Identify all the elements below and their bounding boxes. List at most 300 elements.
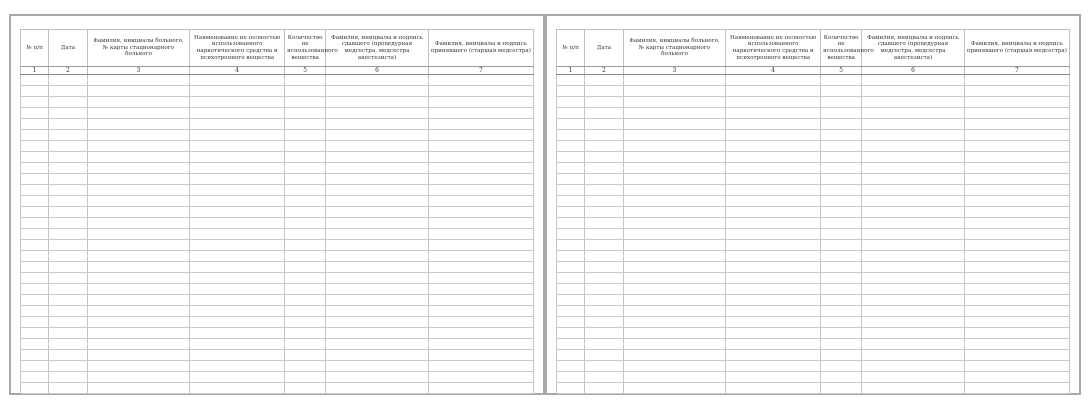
table-row [557, 339, 1070, 350]
empty-cell [21, 317, 49, 328]
empty-cell [557, 207, 585, 218]
empty-cell [585, 229, 623, 240]
header-row-number: № п/п [21, 30, 49, 67]
empty-cell [821, 196, 862, 207]
empty-cell [557, 130, 585, 141]
empty-cell [585, 207, 623, 218]
empty-cell [49, 130, 87, 141]
empty-cell [87, 108, 190, 119]
empty-cell [585, 152, 623, 163]
empty-cell [585, 75, 623, 86]
empty-cell [821, 163, 862, 174]
empty-cell [285, 86, 326, 97]
empty-cell [862, 339, 965, 350]
empty-cell [862, 383, 965, 394]
empty-cell [623, 240, 726, 251]
empty-cell [87, 372, 190, 383]
empty-cell [428, 350, 533, 361]
empty-cell [585, 240, 623, 251]
column-number: 5 [285, 67, 326, 75]
empty-cell [49, 339, 87, 350]
empty-cell [87, 119, 190, 130]
empty-cell [285, 306, 326, 317]
empty-cell [190, 262, 285, 273]
empty-cell [87, 251, 190, 262]
empty-cell [862, 174, 965, 185]
table-row [557, 75, 1070, 86]
empty-cell [821, 350, 862, 361]
empty-cell [726, 372, 821, 383]
empty-cell [285, 163, 326, 174]
empty-cell [862, 185, 965, 196]
empty-cell [585, 317, 623, 328]
empty-cell [49, 152, 87, 163]
empty-cell [326, 97, 429, 108]
empty-cell [21, 273, 49, 284]
empty-cell [821, 141, 862, 152]
empty-cell [87, 75, 190, 86]
empty-cell [557, 229, 585, 240]
empty-cell [557, 163, 585, 174]
empty-cell [821, 328, 862, 339]
empty-cell [190, 229, 285, 240]
empty-cell [585, 339, 623, 350]
empty-cell [326, 119, 429, 130]
empty-cell [190, 339, 285, 350]
empty-cell [49, 295, 87, 306]
empty-cell [21, 207, 49, 218]
table-row [557, 108, 1070, 119]
empty-cell [87, 262, 190, 273]
empty-cell [428, 75, 533, 86]
table-row [557, 207, 1070, 218]
empty-cell [326, 152, 429, 163]
empty-cell [49, 75, 87, 86]
empty-cell [49, 273, 87, 284]
empty-cell [862, 350, 965, 361]
empty-cell [87, 229, 190, 240]
table-row [557, 185, 1070, 196]
empty-cell [428, 295, 533, 306]
empty-cell [326, 75, 429, 86]
empty-cell [821, 361, 862, 372]
table-row [21, 152, 534, 163]
empty-cell [428, 97, 533, 108]
empty-cell [49, 251, 87, 262]
empty-cell [87, 328, 190, 339]
empty-cell [964, 295, 1069, 306]
empty-cell [87, 284, 190, 295]
empty-cell [49, 284, 87, 295]
empty-cell [726, 207, 821, 218]
empty-cell [964, 262, 1069, 273]
empty-cell [623, 196, 726, 207]
empty-cell [326, 306, 429, 317]
empty-cell [87, 152, 190, 163]
empty-cell [623, 273, 726, 284]
empty-cell [585, 108, 623, 119]
empty-cell [428, 196, 533, 207]
empty-cell [21, 141, 49, 152]
empty-cell [862, 97, 965, 108]
header-quantity: Количество не использованного вещества [821, 30, 862, 67]
empty-cell [326, 262, 429, 273]
empty-cell [726, 152, 821, 163]
empty-cell [623, 141, 726, 152]
empty-cell [862, 75, 965, 86]
empty-cell [964, 119, 1069, 130]
journal-table [20, 29, 534, 394]
table-row [21, 174, 534, 185]
empty-cell [821, 262, 862, 273]
empty-cell [726, 163, 821, 174]
empty-cell [49, 97, 87, 108]
table-row [21, 383, 534, 394]
empty-cell [862, 141, 965, 152]
column-number: 3 [623, 67, 726, 75]
empty-cell [326, 240, 429, 251]
empty-cell [190, 86, 285, 97]
empty-cell [87, 317, 190, 328]
empty-cell [821, 273, 862, 284]
column-number: 3 [87, 67, 190, 75]
empty-cell [726, 240, 821, 251]
empty-cell [285, 130, 326, 141]
column-number: 1 [21, 67, 49, 75]
empty-cell [557, 185, 585, 196]
table-row [557, 251, 1070, 262]
empty-cell [557, 97, 585, 108]
empty-cell [428, 361, 533, 372]
empty-cell [557, 306, 585, 317]
empty-cell [821, 295, 862, 306]
empty-cell [49, 317, 87, 328]
empty-cell [821, 174, 862, 185]
empty-cell [428, 317, 533, 328]
empty-cell [87, 350, 190, 361]
empty-cell [623, 108, 726, 119]
empty-cell [428, 218, 533, 229]
empty-cell [964, 229, 1069, 240]
empty-cell [428, 86, 533, 97]
empty-cell [21, 108, 49, 119]
empty-cell [87, 383, 190, 394]
empty-cell [49, 383, 87, 394]
empty-cell [585, 273, 623, 284]
empty-cell [87, 141, 190, 152]
empty-cell [623, 207, 726, 218]
empty-cell [87, 218, 190, 229]
empty-cell [190, 251, 285, 262]
empty-cell [285, 75, 326, 86]
empty-cell [726, 119, 821, 130]
empty-cell [285, 361, 326, 372]
empty-cell [623, 86, 726, 97]
table-row [557, 163, 1070, 174]
empty-cell [585, 185, 623, 196]
empty-cell [964, 328, 1069, 339]
empty-cell [726, 361, 821, 372]
empty-cell [862, 262, 965, 273]
empty-cell [821, 317, 862, 328]
empty-cell [726, 196, 821, 207]
header-received-by: Фамилия, инициалы и подпись принявшего (старшая медсестра) [964, 30, 1069, 67]
empty-cell [585, 163, 623, 174]
table-row [557, 361, 1070, 372]
empty-cell [285, 229, 326, 240]
empty-cell [428, 119, 533, 130]
empty-cell [285, 317, 326, 328]
table-row [557, 350, 1070, 361]
empty-cell [964, 174, 1069, 185]
empty-cell [21, 262, 49, 273]
empty-cell [821, 119, 862, 130]
empty-cell [190, 306, 285, 317]
table-row [21, 328, 534, 339]
empty-cell [557, 152, 585, 163]
empty-cell [964, 130, 1069, 141]
table-row [21, 163, 534, 174]
empty-cell [87, 273, 190, 284]
empty-cell [623, 251, 726, 262]
empty-cell [964, 218, 1069, 229]
table-row [557, 295, 1070, 306]
empty-cell [285, 273, 326, 284]
empty-cell [285, 240, 326, 251]
empty-cell [964, 86, 1069, 97]
empty-cell [821, 372, 862, 383]
empty-cell [21, 306, 49, 317]
empty-cell [821, 86, 862, 97]
empty-cell [190, 273, 285, 284]
empty-cell [726, 262, 821, 273]
empty-cell [862, 273, 965, 284]
empty-cell [726, 251, 821, 262]
empty-cell [862, 372, 965, 383]
empty-cell [21, 361, 49, 372]
empty-cell [862, 207, 965, 218]
empty-cell [585, 372, 623, 383]
header-handed-over-by: Фамилия, инициалы и подпись сдавшего (процедурная медсестра, медсестра анестезиста) [862, 30, 965, 67]
empty-cell [726, 229, 821, 240]
empty-cell [821, 130, 862, 141]
table-row [21, 141, 534, 152]
empty-cell [428, 207, 533, 218]
empty-cell [326, 328, 429, 339]
table-row [557, 152, 1070, 163]
empty-cell [557, 196, 585, 207]
empty-cell [623, 262, 726, 273]
empty-cell [726, 350, 821, 361]
empty-cell [726, 97, 821, 108]
table-row [557, 86, 1070, 97]
empty-cell [726, 130, 821, 141]
empty-cell [326, 141, 429, 152]
empty-cell [87, 86, 190, 97]
empty-cell [49, 229, 87, 240]
empty-cell [428, 372, 533, 383]
empty-cell [862, 328, 965, 339]
empty-cell [623, 229, 726, 240]
empty-cell [49, 361, 87, 372]
empty-cell [726, 295, 821, 306]
empty-cell [623, 119, 726, 130]
empty-cell [21, 284, 49, 295]
empty-cell [623, 383, 726, 394]
empty-cell [862, 240, 965, 251]
empty-cell [964, 75, 1069, 86]
empty-cell [428, 383, 533, 394]
table-row [557, 218, 1070, 229]
empty-cell [964, 339, 1069, 350]
empty-cell [821, 108, 862, 119]
empty-cell [87, 295, 190, 306]
empty-cell [726, 317, 821, 328]
empty-cell [726, 284, 821, 295]
empty-cell [821, 306, 862, 317]
empty-cell [585, 284, 623, 295]
empty-cell [190, 141, 285, 152]
empty-cell [190, 97, 285, 108]
empty-cell [726, 306, 821, 317]
table-row [21, 339, 534, 350]
empty-cell [285, 251, 326, 262]
header-received-by: Фамилия, инициалы и подпись принявшего (старшая медсестра) [428, 30, 533, 67]
empty-cell [285, 141, 326, 152]
empty-cell [428, 185, 533, 196]
empty-cell [726, 75, 821, 86]
empty-cell [326, 163, 429, 174]
empty-cell [964, 383, 1069, 394]
empty-cell [285, 174, 326, 185]
empty-cell [21, 174, 49, 185]
empty-cell [21, 350, 49, 361]
empty-cell [87, 339, 190, 350]
empty-cell [190, 207, 285, 218]
empty-cell [87, 163, 190, 174]
empty-cell [285, 97, 326, 108]
empty-cell [623, 361, 726, 372]
empty-cell [862, 251, 965, 262]
empty-cell [623, 75, 726, 86]
empty-cell [726, 86, 821, 97]
empty-cell [21, 163, 49, 174]
empty-cell [285, 207, 326, 218]
empty-cell [190, 240, 285, 251]
header-handed-over-by: Фамилия, инициалы и подпись сдавшего (процедурная медсестра, медсестра анестезиста) [326, 30, 429, 67]
empty-cell [49, 185, 87, 196]
empty-cell [190, 174, 285, 185]
empty-cell [190, 383, 285, 394]
empty-cell [285, 152, 326, 163]
table-row [557, 273, 1070, 284]
empty-cell [49, 86, 87, 97]
empty-cell [190, 196, 285, 207]
table-row [21, 130, 534, 141]
empty-cell [862, 306, 965, 317]
empty-cell [623, 174, 726, 185]
empty-cell [87, 185, 190, 196]
empty-cell [623, 306, 726, 317]
empty-cell [49, 262, 87, 273]
empty-cell [726, 328, 821, 339]
empty-cell [585, 262, 623, 273]
table-row [557, 372, 1070, 383]
table-row [21, 372, 534, 383]
empty-cell [585, 97, 623, 108]
empty-cell [726, 141, 821, 152]
empty-cell [623, 152, 726, 163]
empty-cell [190, 152, 285, 163]
table-row [21, 229, 534, 240]
column-number: 5 [821, 67, 862, 75]
empty-cell [21, 339, 49, 350]
empty-cell [964, 273, 1069, 284]
empty-cell [428, 284, 533, 295]
empty-cell [190, 108, 285, 119]
empty-cell [326, 383, 429, 394]
empty-cell [21, 185, 49, 196]
empty-cell [326, 295, 429, 306]
empty-cell [87, 306, 190, 317]
empty-cell [557, 383, 585, 394]
empty-cell [862, 130, 965, 141]
column-number: 6 [862, 67, 965, 75]
empty-cell [585, 295, 623, 306]
journal-table [556, 29, 1070, 394]
empty-cell [190, 328, 285, 339]
header-quantity: Количество не использованного вещества [285, 30, 326, 67]
empty-cell [821, 229, 862, 240]
empty-cell [964, 350, 1069, 361]
column-number: 7 [964, 67, 1069, 75]
table-row [21, 119, 534, 130]
empty-cell [557, 361, 585, 372]
table-row [21, 75, 534, 86]
table-row [557, 119, 1070, 130]
empty-cell [285, 295, 326, 306]
empty-cell [585, 141, 623, 152]
empty-cell [428, 163, 533, 174]
empty-cell [326, 339, 429, 350]
empty-cell [862, 163, 965, 174]
empty-cell [964, 361, 1069, 372]
empty-cell [821, 152, 862, 163]
empty-cell [190, 130, 285, 141]
empty-cell [326, 130, 429, 141]
column-number: 7 [428, 67, 533, 75]
empty-cell [585, 383, 623, 394]
empty-cell [585, 306, 623, 317]
empty-cell [623, 339, 726, 350]
table-row [21, 185, 534, 196]
empty-cell [49, 350, 87, 361]
empty-cell [964, 152, 1069, 163]
empty-cell [964, 185, 1069, 196]
empty-cell [862, 295, 965, 306]
header-substance-name: Наименование не полностью использованного наркотического средства и психотропного вещества [726, 30, 821, 67]
empty-cell [87, 207, 190, 218]
empty-cell [326, 284, 429, 295]
empty-cell [862, 152, 965, 163]
table-row [21, 108, 534, 119]
empty-cell [87, 97, 190, 108]
empty-cell [21, 152, 49, 163]
empty-cell [726, 273, 821, 284]
empty-cell [726, 108, 821, 119]
empty-cell [585, 251, 623, 262]
empty-cell [726, 185, 821, 196]
